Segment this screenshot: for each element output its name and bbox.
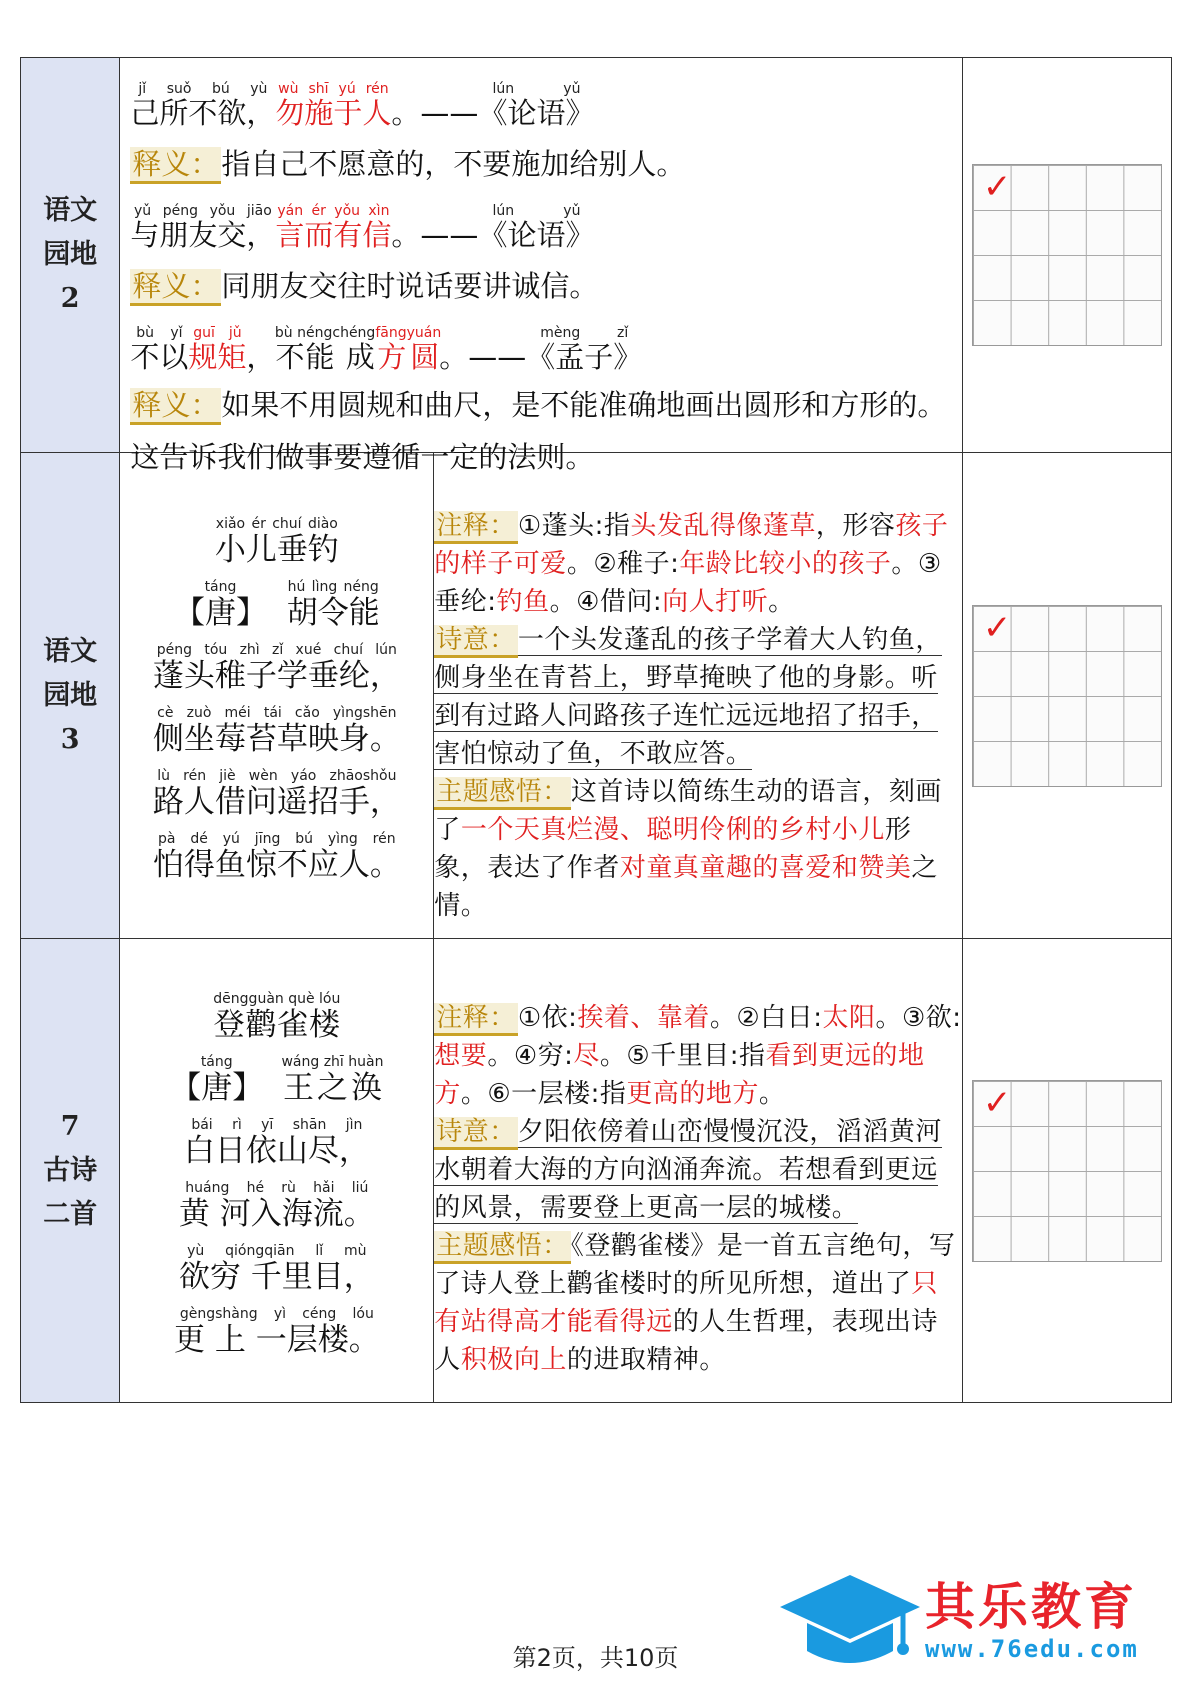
pinyin: huáng hé rù hǎi liú (178, 1179, 375, 1196)
ruby-text: 方圆fāngyuán (375, 325, 442, 374)
text-run: 。③垂纶: (434, 548, 942, 617)
ruby-text: 小儿垂钓xiǎo ér chuí diào (214, 515, 339, 568)
poem-cell (120, 939, 434, 1403)
check-icon: ✓ (982, 167, 1012, 207)
gloss-text: 指自己不愿意的，不要施加给别人。 (221, 147, 686, 181)
ruby-text: 《孟子》mèng zǐ (526, 325, 643, 374)
pinyin: bái rì yī shān jìn (183, 1116, 370, 1133)
poem-line (120, 832, 433, 885)
text-run: 看到更远的地方 (434, 1040, 925, 1109)
gloss-line (130, 257, 953, 315)
gloss-label: 释义： (130, 269, 221, 306)
pinyin: cè zuò méi tái cǎo yìngshēn (152, 704, 401, 721)
text-run: 孩子的样子可爱 (434, 510, 949, 579)
text-run: 。 (758, 1078, 786, 1109)
pinyin: wáng zhī huàn (281, 1053, 384, 1070)
poem-cell (120, 453, 434, 939)
text-run: 的进取精神。 (566, 1344, 726, 1375)
poem-author (120, 1055, 433, 1108)
text-run: 的人生哲理，表现出诗人 (434, 1306, 938, 1375)
practice-grid (972, 164, 1162, 346)
brand-name: 其乐教育 (925, 1577, 1137, 1636)
text-run: 对童真童趣的喜爱和赞美 (619, 852, 912, 883)
ruby-text: 怕得鱼惊不应人。pà dé yú jīng bú yìng rén (152, 830, 401, 883)
pinyin: mèng zǐ (526, 325, 643, 341)
pinyin: jǐ suǒ bú yù (130, 81, 276, 97)
text-run: 这首诗以简练生动的语言，刻画了 (434, 776, 942, 845)
text-run: 《登鹳雀楼》是一首五言绝句，写了诗人登上鹳雀楼时的所见所想，道出了 (434, 1230, 956, 1299)
theme-label: 主题感悟： (434, 1231, 571, 1264)
pinyin: yǔ péng yǒu jiāo (130, 203, 276, 219)
ruby-text: 不能 成bù néngchéng (274, 325, 376, 374)
poem-line (120, 1244, 433, 1297)
text-run: 之情。 (434, 852, 938, 921)
pinyin: pà dé yú jīng bú yìng rén (152, 830, 401, 847)
poem-line (120, 706, 433, 759)
meaning-label: 诗意： (434, 1117, 518, 1150)
text-run: ①蓬头:指 (517, 510, 631, 541)
poem-title (120, 517, 433, 570)
page-number: 第2页，共10页 (512, 1644, 679, 1672)
lesson-label: 2 (60, 283, 80, 314)
practice-grid-cell (962, 58, 1171, 453)
pinyin: lún yǔ (478, 81, 595, 97)
meaning-label: 诗意： (434, 625, 518, 658)
text-run: 尽 (573, 1040, 600, 1071)
text-run: 。—— (391, 96, 479, 130)
lesson-label: 语文 (43, 635, 98, 667)
text-run: ①依: (517, 1002, 578, 1033)
text-run: 想要 (434, 1040, 488, 1071)
theme-paragraph (434, 1227, 961, 1379)
lesson-label: 语文 (43, 195, 98, 226)
practice-grid (972, 605, 1162, 787)
text-run: 钓鱼 (496, 586, 550, 617)
ruby-text: 《论语》lún yǔ (478, 81, 595, 130)
text-run: 向人打听 (662, 586, 769, 617)
pinyin: guī jǔ (188, 325, 247, 341)
practice-grid-cell (962, 453, 1171, 939)
notes-label: 注释： (434, 511, 518, 544)
meaning-paragraph (434, 621, 961, 773)
saying-line (130, 71, 953, 135)
lesson-cell (21, 58, 120, 453)
text-run: ，形容 (815, 510, 896, 541)
text-run: 。⑥一层楼:指 (460, 1078, 627, 1109)
ruby-text: 己所不欲，jǐ suǒ bú yù (130, 81, 276, 130)
check-icon: ✓ (982, 1082, 1012, 1123)
lesson-label: 二首 (43, 1198, 98, 1230)
text-run: 。④借问: (549, 586, 663, 617)
text-run: 。—— (439, 340, 527, 374)
ruby-text: 言而有信yán ér yǒu xìn (275, 203, 392, 252)
lesson-label: 古诗 (43, 1154, 98, 1186)
lesson-label: 园地 (43, 679, 98, 711)
lesson-table (20, 57, 1172, 1403)
meaning-text: 夕阳依傍着山峦慢慢沉没，滔滔黄河水朝着大海的方向汹涌奔流。若想看到更远的风景，需要登上更高一层的城楼。 (434, 1116, 942, 1223)
pinyin: lù rén jiè wèn yáo zhāoshǒu (152, 767, 401, 784)
lesson-label: 园地 (43, 239, 98, 270)
ruby-text: 欲穷 千里目，yù qióngqiān lǐ mù (178, 1242, 375, 1295)
check-icon: ✓ (982, 607, 1012, 648)
pinyin: bù yǐ (130, 325, 189, 341)
brand-url: www.76edu.com (925, 1635, 1139, 1663)
ruby-text: 规矩guī jǔ (188, 325, 247, 374)
ruby-text: 《论语》lún yǔ (478, 203, 595, 252)
ruby-text: 不以bù yǐ (130, 325, 189, 374)
saying-line (130, 193, 953, 257)
pinyin: dēngguàn què lóu (213, 990, 341, 1007)
practice-grid (972, 1080, 1162, 1262)
text-run: 积极向上 (460, 1344, 567, 1375)
poem-line (120, 1118, 433, 1171)
table-row (21, 58, 1172, 453)
ruby-text: 路人借问遥招手，lù rén jiè wèn yáo zhāoshǒu (152, 767, 401, 820)
meaning-paragraph (434, 1113, 961, 1227)
pinyin: wù shī yú rén (275, 81, 392, 97)
pinyin: yán ér yǒu xìn (275, 203, 392, 219)
poem-line (120, 1307, 433, 1360)
ruby-text: 与朋友交，yǔ péng yǒu jiāo (130, 203, 276, 252)
text-run: 太阳 (822, 1002, 876, 1033)
text-run: 只有站得高才能看得远 (434, 1268, 938, 1337)
graduation-cap-icon (775, 1565, 925, 1677)
gloss-text: 如果不用圆规和曲尺，是不能准确地画出圆形和方形的。这告诉我们做事要遵循一定的法则。 (130, 388, 947, 474)
poem-line (120, 643, 433, 696)
text-run: 。 (768, 586, 795, 617)
text-run: ， (246, 340, 276, 374)
pinyin: péng tóu zhì zǐ xué chuí lún (152, 641, 401, 658)
notes-paragraph (434, 507, 961, 621)
gloss-line (130, 379, 953, 474)
pinyin: bù néngchéng (274, 325, 376, 341)
text-run: 。⑤千里目:指 (599, 1040, 766, 1071)
text-run: 。②白日: (709, 1002, 823, 1033)
theme-label: 主题感悟： (434, 777, 571, 810)
poem-author (120, 580, 433, 633)
text-run: 形象，表达了作者 (434, 814, 912, 883)
gloss-line (130, 135, 953, 193)
table-row (21, 939, 1172, 1403)
notes-paragraph (434, 999, 961, 1113)
text-run: 头发乱得像蓬草 (630, 510, 816, 541)
ruby-text: 蓬头稚子学垂纶，péng tóu zhì zǐ xué chuí lún (152, 641, 401, 694)
text-run: 。④穷: (487, 1040, 574, 1071)
pinyin: lún yǔ (478, 203, 595, 219)
pinyin: táng (173, 578, 267, 595)
notes-cell (434, 453, 962, 939)
poem-line (120, 1181, 433, 1234)
gloss-text: 同朋友交往时说话要讲诚信。 (221, 269, 599, 303)
gloss-label: 释义： (130, 388, 221, 425)
gloss-label: 释义： (130, 147, 221, 184)
ruby-text: 侧坐莓苔草映身。cè zuò méi tái cǎo yìngshēn (152, 704, 401, 757)
text-run: 。③欲: (875, 1002, 962, 1033)
text-run: 。②稚子: (566, 548, 680, 579)
brand-logo (775, 1565, 1175, 1677)
ruby-text: 更 上 一层楼。gèngshàng yì céng lóu (173, 1305, 380, 1358)
ruby-text: 白日依山尽，bái rì yī shān jìn (183, 1116, 370, 1169)
ruby-text: 登鹳雀楼dēngguàn què lóu (213, 990, 341, 1043)
pinyin: gèngshàng yì céng lóu (173, 1305, 380, 1322)
meaning-text: 一个头发蓬乱的孩子学着大人钓鱼，侧身坐在青苔上，野草掩映了他的身影。听到有过路人问路孩子连忙远远地招了招手，害怕惊动了鱼，不敢应答。 (434, 624, 942, 769)
ruby-text: 黄 河入海流。huáng hé rù hǎi liú (178, 1179, 375, 1232)
ruby-text: 王之涣wáng zhī huàn (281, 1053, 384, 1106)
lesson-cell (21, 453, 120, 939)
lesson-label: 3 (60, 723, 80, 755)
poem-title (120, 992, 433, 1045)
ruby-text: 勿施于人wù shī yú rén (275, 81, 392, 130)
pinyin: yù qióngqiān lǐ mù (178, 1242, 375, 1259)
lesson-label: 7 (60, 1110, 80, 1142)
pinyin: xiǎo ér chuí diào (214, 515, 339, 532)
poem-line (120, 769, 433, 822)
ruby-text: 胡令能hú lìng néng (286, 578, 380, 631)
ruby-text: 【唐】táng (170, 1053, 264, 1106)
text-run: 更高的地方 (626, 1078, 759, 1109)
text-run: 年龄比较小的孩子 (679, 548, 892, 579)
saying-line (130, 315, 953, 379)
text-run: 。—— (391, 218, 479, 252)
lesson-cell (21, 939, 120, 1403)
theme-paragraph (434, 773, 961, 925)
notes-label: 注释： (434, 1003, 518, 1036)
practice-grid-cell (962, 939, 1171, 1403)
notes-cell (434, 939, 962, 1403)
text-run: 一个天真烂漫、聪明伶俐的乡村小儿 (460, 814, 885, 845)
pinyin: hú lìng néng (286, 578, 380, 595)
pinyin: fāngyuán (375, 325, 442, 341)
sayings-cell (120, 58, 962, 474)
text-run: 挨着、靠着 (577, 1002, 710, 1033)
ruby-text: 【唐】táng (173, 578, 267, 631)
pinyin: táng (170, 1053, 264, 1070)
table-row (21, 453, 1172, 939)
